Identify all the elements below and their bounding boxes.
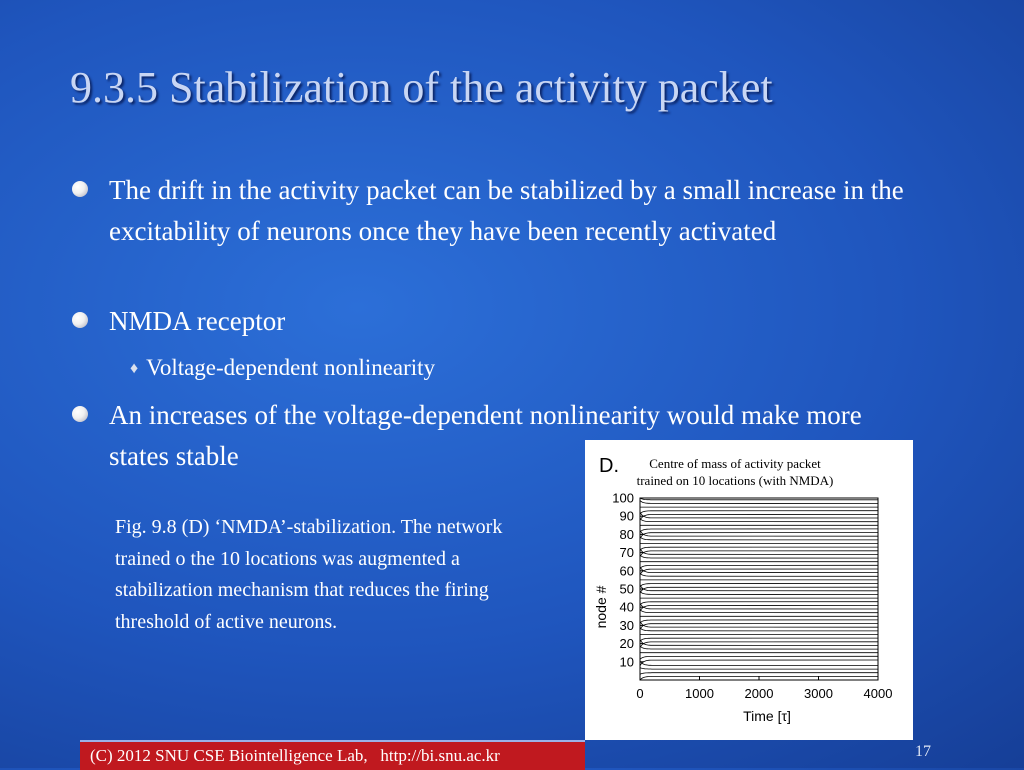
series-group <box>640 498 878 680</box>
panel-label: D. <box>599 455 619 477</box>
series-line-29 <box>640 569 878 575</box>
series-line-40 <box>640 529 878 532</box>
series-line-20 <box>640 602 878 605</box>
series-line-28 <box>640 567 878 573</box>
figure-caption: Fig. 9.8 (D) ‘NMDA’-stabilization. The network trained o the 10 locations was augmented a stabilization mechanism that reduces the firing threshold of active neurons. <box>115 516 503 633</box>
y-tick-label-5: 60 <box>619 563 634 579</box>
series-line-5 <box>640 656 878 659</box>
series-line-37 <box>640 537 878 540</box>
y-tick-label-9: 100 <box>612 490 634 506</box>
series-line-35 <box>640 547 878 550</box>
chart-title-line2: trained on 10 locations (with NMDA) <box>636 473 834 488</box>
series-line-34 <box>640 551 878 557</box>
y-tick-label-1: 20 <box>619 636 634 652</box>
diamond-bullet-icon: ♦ <box>130 360 139 377</box>
y-tick-label-6: 70 <box>619 545 634 561</box>
series-line-22 <box>640 592 878 595</box>
series-line-47 <box>640 501 878 504</box>
x-tick-label-3: 3000 <box>804 686 833 701</box>
series-line-45 <box>640 511 878 514</box>
x-tick-label-0: 0 <box>636 686 644 701</box>
bullet-dot-icon <box>72 406 88 422</box>
series-line-39 <box>640 533 878 539</box>
bullet-drift <box>72 170 922 293</box>
series-line-25 <box>640 584 878 587</box>
series-line-3 <box>640 661 878 665</box>
bullet-nmda <box>72 301 922 342</box>
x-tick-label-2: 2000 <box>744 686 774 701</box>
series-line-1 <box>640 673 878 675</box>
series-line-38 <box>640 530 878 536</box>
series-line-7 <box>640 646 878 649</box>
footer-bar <box>80 740 585 770</box>
series-line-30 <box>640 565 878 568</box>
chart-title-line1: Centre of mass of activity packet <box>649 456 821 471</box>
bullet-dot-icon <box>72 181 88 197</box>
bullet-text: An increases of the voltage-dependent nonlinearity would make more states stable <box>109 400 862 471</box>
y-tick-label-4: 50 <box>619 581 634 597</box>
footer-text: (C) 2012 SNU CSE Biointelligence Lab, http://bi.snu.ac.kr <box>90 746 500 765</box>
series-line-4 <box>640 660 878 666</box>
series-line-19 <box>640 605 878 611</box>
x-tick-label-1: 1000 <box>685 686 714 701</box>
series-line-18 <box>640 603 878 609</box>
y-tick-label-8: 90 <box>619 508 634 524</box>
series-line-12 <box>640 628 878 631</box>
y-tick-label-0: 10 <box>619 654 634 670</box>
bullet-text: NMDA receptor <box>109 306 286 336</box>
series-line-24 <box>640 587 878 593</box>
series-line-10 <box>640 638 878 641</box>
series-line-27 <box>640 573 878 576</box>
sub-bullet-text: Voltage-dependent nonlinearity <box>146 355 436 380</box>
x-tick-label-4: 4000 <box>863 686 893 701</box>
chart-svg <box>585 440 913 740</box>
slide-title: 9.3.5 Stabilization of the activity packet <box>70 63 773 112</box>
y-tick-label-7: 80 <box>619 526 634 542</box>
series-line-13 <box>640 621 878 627</box>
series-line-8 <box>640 640 878 646</box>
figure-panel <box>585 440 913 740</box>
series-line-32 <box>640 555 878 558</box>
series-line-17 <box>640 610 878 613</box>
page-number: 17 <box>915 743 931 760</box>
series-line-44 <box>640 514 878 520</box>
bullet-dot-icon <box>72 312 88 328</box>
bullet-text: The drift in the activity packet can be stabilized by a small increase in the excitability of neurons once they have been recently activated <box>109 175 904 246</box>
series-line-42 <box>640 519 878 522</box>
series-line-33 <box>640 549 878 555</box>
y-tick-label-3: 40 <box>619 599 634 615</box>
series-line-2 <box>640 668 878 670</box>
series-line-43 <box>640 512 878 518</box>
y-tick-label-2: 30 <box>619 617 634 633</box>
series-line-15 <box>640 620 878 623</box>
series-line-23 <box>640 585 878 591</box>
x-axis-label: Time [τ] <box>743 708 791 724</box>
y-axis-label: node # <box>593 585 609 629</box>
sub-bullet-voltage <box>130 352 435 387</box>
series-line-9 <box>640 642 878 648</box>
series-line-14 <box>640 624 878 630</box>
